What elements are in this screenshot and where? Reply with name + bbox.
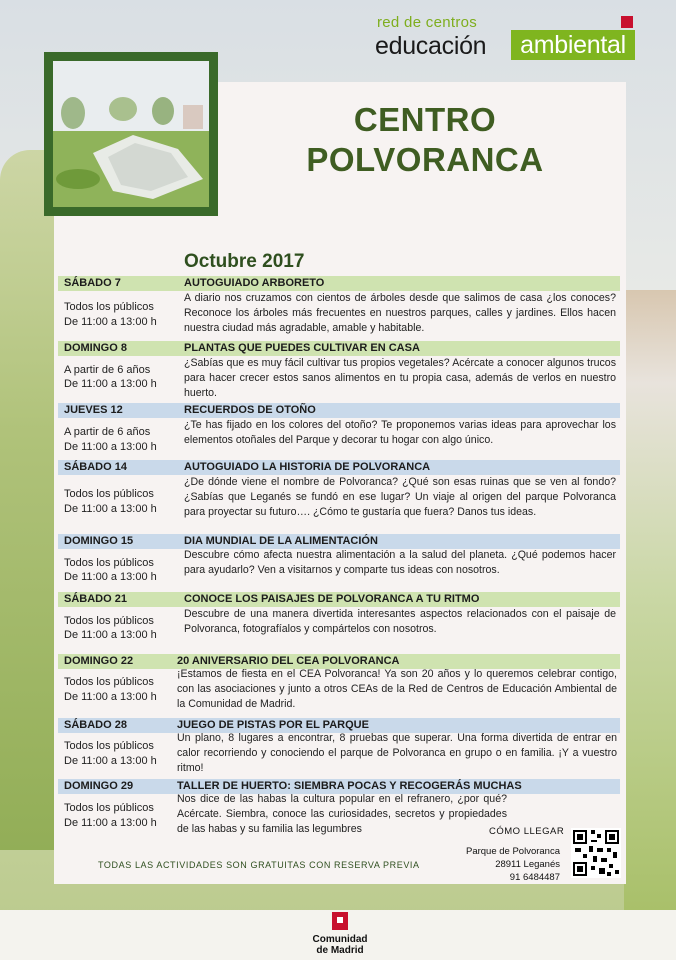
event-description: ¡Estamos de fiesta en el CEA Polvoranca! Ya son 20 años y lo queremos celebrar contigo, con las asociaciones y junto a otros CEAs de la Red de Centros de Educación Ambiental de la Comunidad de Madrid. [177,668,617,710]
event-time: De 11:00 a 13:00 h [64,378,157,390]
page-title [270,100,580,180]
event-time: De 11:00 a 13:00 h [64,629,157,641]
red-centros-logo [375,14,637,60]
comunidad-madrid-logo [300,912,380,958]
logo-word1: educación [375,32,487,60]
logo-line1: red de centros [377,14,478,31]
title-line1: CENTRO [353,101,497,138]
event-day: SÁBADO 28 [64,719,127,731]
event-day: SÁBADO 21 [64,593,127,605]
event-name: TALLER DE HUERTO: SIEMBRA POCAS Y RECOGERÁS MUCHAS [177,780,522,792]
event-description: Descubre cómo afecta nuestra alimentación a la salud del planeta. ¿Qué podemos hacer para ayudarlo? Ven a visitarnos y comparte tus ideas con nosotros. [184,549,616,576]
event-audience: Todos los públicos [64,488,154,500]
free-activities-note: TODAS LAS ACTIVIDADES SON GRATUITAS CON RESERVA PREVIA [98,860,420,870]
event-day: JUEVES 12 [64,404,123,416]
event-header [58,592,620,607]
event-name: AUTOGUIADO LA HISTORIA DE POLVORANCA [184,461,431,473]
event-audience: Todos los públicos [64,802,154,814]
event-day: DOMINGO 29 [64,780,134,792]
event-description: Nos dice de las habas la cultura popular en el refranero, ¿por qué? Acércate. Siembra, conoce las curiosidades, secretos y propiedades de las habas y su familia las legumbres [177,793,507,835]
month-heading: Octubre 2017 [184,251,305,272]
event-name: PLANTAS QUE PUEDES CULTIVAR EN CASA [184,342,420,354]
event-header [58,403,620,418]
background-trees [0,150,60,850]
address-line1: Parque de Polvoranca [465,846,560,857]
event-audience: A partir de 6 años [64,426,151,438]
event-description: Descubre de una manera divertida interesantes aspectos relacionados con el paisaje de Polvoranca, fotografíalos y compártelos con nosotros. [184,608,616,635]
event-audience: Todos los públicos [64,740,154,752]
event-header [58,276,620,291]
event-day: SÁBADO 14 [64,461,127,473]
event-time: De 11:00 a 13:00 h [64,755,157,767]
comunidad-madrid-flag-icon [332,912,348,930]
event-header [58,534,620,549]
address-block [454,845,560,884]
event-time: De 11:00 a 13:00 h [64,691,157,703]
madrid-flag-icon [621,16,633,28]
phone-number: 91 6484487 [509,872,560,883]
how-to-get-label: CÓMO LLEGAR [489,826,565,837]
institution-line2: de Madrid [316,945,364,956]
event-time: De 11:00 a 13:00 h [64,441,157,453]
event-header [58,341,620,356]
centre-photo-frame [44,52,218,216]
event-audience: Todos los públicos [64,676,154,688]
logo-word2: ambiental [511,30,635,60]
event-time: De 11:00 a 13:00 h [64,571,157,583]
event-audience: Todos los públicos [64,301,154,313]
event-audience: Todos los públicos [64,615,154,627]
centre-photo [53,61,209,207]
event-time: De 11:00 a 13:00 h [64,316,157,328]
title-line2: POLVORANCA [306,141,544,178]
event-day: SÁBADO 7 [64,277,121,289]
event-audience: Todos los públicos [64,557,154,569]
event-description: A diario nos cruzamos con cientos de árboles desde que salimos de casa ¿los conoces? Reconoce los árboles más frecuentes en nuestros parques, calles y jardines. Ellos hacen nuestra ciudad más agradable, amable y habitable. [184,292,616,334]
event-name: DIA MUNDIAL DE LA ALIMENTACIÓN [184,535,378,547]
event-day: DOMINGO 15 [64,535,134,547]
event-name: RECUERDOS DE OTOÑO [184,404,316,416]
event-audience: A partir de 6 años [64,364,151,376]
event-name: JUEGO DE PISTAS POR EL PARQUE [177,719,369,731]
event-name: CONOCE LOS PAISAJES DE POLVORANCA A TU RITMO [184,593,480,605]
event-name: AUTOGUIADO ARBORETO [184,277,325,289]
event-time: De 11:00 a 13:00 h [64,503,157,515]
event-description: ¿Sabías que es muy fácil cultivar tus propios vegetales? Acércate a conocer algunos trucos para hacer crecer estos sanos alimentos en tu propia casa, además de verlos en nuestro huerto. [184,357,616,399]
background-building [624,290,676,910]
event-description: ¿Te has fijado en los colores del otoño? Te proponemos varias ideas para aprovechar los elementos otoñales del Parque y decorar tu hogar con algo único. [184,419,616,446]
event-header [58,460,620,475]
event-description: Un plano, 8 lugares a encontrar, 8 pruebas que superar. Una forma divertida de entrar en calor recorriendo y conociendo el parque de Polvoranca en grupo o en familia. ¡Y a vuestro ritmo! [177,732,617,774]
event-day: DOMINGO 22 [64,655,134,667]
qr-code-icon[interactable] [571,828,621,878]
event-description: ¿De dónde viene el nombre de Polvoranca? ¿Qué son esas ruinas que se ven al fondo? ¿Sabías que Leganés se fundó en ese lugar? Un viaje al origen del parque Polvoranca para proyectar su futuro…. ¿Cómo te gustaría que fuera? Danos tus ideas. [184,476,616,518]
event-name: 20 ANIVERSARIO DEL CEA POLVORANCA [177,655,400,667]
event-time: De 11:00 a 13:00 h [64,817,157,829]
address-line2: 28911 Leganés [495,859,560,870]
institution-line1: Comunidad [312,934,368,945]
event-day: DOMINGO 8 [64,342,127,354]
